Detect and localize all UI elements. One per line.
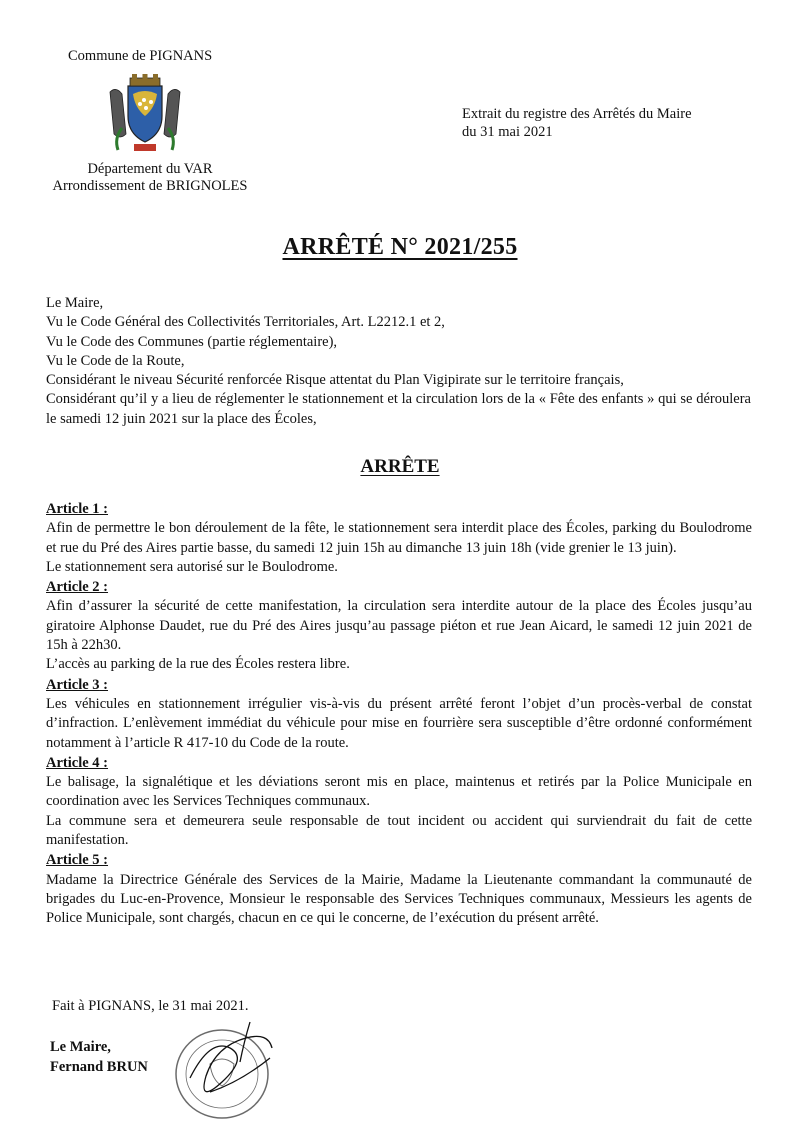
commune-name: Commune de PIGNANS	[68, 48, 213, 64]
signatory-name: Fernand BRUN	[50, 1059, 148, 1075]
preamble-line: Le Maire,	[46, 295, 104, 311]
arrondissement-name: Arrondissement de BRIGNOLES	[52, 178, 248, 194]
signatory-role: Le Maire,	[50, 1039, 111, 1055]
article-paragraph: Le balisage, la signalétique et les déviations seront mis en place, maintenus et retirés par la Police Municipale en coordination avec les Services Techniques communaux.	[46, 774, 752, 810]
official-stamp	[176, 1030, 268, 1118]
commune-crest-logo	[100, 72, 190, 158]
article-paragraph: Les véhicules en stationnement irrégulier vis-à-vis du présent arrêté feront l’objet d’un procès-verbal de constat d’infraction. L’enlèvement immédiat du véhicule pour mise en fourrière sera susceptible d’être ordonné conformément notamment à l’article R 417-10 du Code de la route.	[46, 695, 752, 751]
department-block	[50, 161, 250, 195]
preamble-line: Considérant qu’il y a lieu de réglementer le stationnement et la circulation lors de la « Fête des enfants » qui se déroulera le samedi 12 juin 2021 sur la place des Écoles,	[46, 391, 751, 427]
preamble-line: Considérant le niveau Sécurité renforcée Risque attentat du Plan Vigipirate sur le territoire français,	[46, 372, 624, 389]
article-heading: Article 4 :	[46, 754, 109, 771]
article-paragraph: Madame la Directrice Générale des Services de la Mairie, Madame la Lieutenante commandant la communauté de brigades du Luc-en-Provence, Monsieur le responsable des Services Techniques communaux, Messieurs les agents de Police Municipale, sont chargés, chacun en ce qui le concerne, de l’exécution du présent arrêté.	[46, 871, 752, 927]
article-3	[46, 676, 752, 753]
preamble-line: Vu le Code Général des Collectivités Territoriales, Art. L2212.1 et 2,	[46, 314, 445, 331]
mairie-stamp-and-signature	[150, 1012, 290, 1131]
article-paragraph: Le stationnement sera autorisé sur le Boulodrome.	[46, 558, 338, 575]
decree-heading: ARRÊTE	[360, 456, 440, 477]
article-paragraph: Afin d’assurer la sécurité de cette manifestation, la circulation sera interdite autour de la place des Écoles jusqu’au giratoire Alphonse Daudet, rue du Pré des Aires jusqu’au passage piéton et rue Jean Aicard, le samedi 12 juin 2021 de 15h à 22h30.	[46, 598, 752, 654]
document-title: ARRÊTÉ N° 2021/255	[282, 234, 518, 260]
article-paragraph: Afin de permettre le bon déroulement de la fête, le stationnement sera interdit place des Écoles, parking du Boulodrome et rue du Pré des Aires partie basse, du samedi 12 juin 15h au dimanche 13 juin 18h (vide grenier le 13 juin).	[46, 520, 752, 556]
article-4	[46, 754, 752, 850]
article-2	[46, 578, 752, 674]
article-heading: Article 5 :	[46, 852, 109, 869]
crest-banner	[134, 144, 156, 151]
registry-extract-line1: Extrait du registre des Arrêtés du Maire	[462, 106, 692, 122]
article-heading: Article 3 :	[46, 676, 109, 693]
crest-shield	[128, 86, 162, 142]
handwritten-signature	[190, 1022, 272, 1092]
articles-section	[46, 500, 752, 930]
article-paragraph: L’accès au parking de la rue des Écoles restera libre.	[46, 656, 350, 673]
article-paragraph: La commune sera et demeurera seule responsable de tout incident ou accident qui surviendrait du fait de cette manifestation.	[46, 812, 752, 849]
department-name: Département du VAR	[87, 161, 213, 177]
article-1	[46, 500, 752, 577]
registry-extract	[462, 105, 692, 141]
closing-line: Fait à PIGNANS, le 31 mai 2021.	[52, 998, 249, 1014]
preamble-line: Vu le Code des Communes (partie réglementaire),	[46, 333, 338, 350]
preamble-line: Vu le Code de la Route,	[46, 352, 185, 369]
signatory-block	[50, 1037, 148, 1077]
article-5	[46, 851, 752, 928]
crest-crown	[130, 74, 160, 86]
article-heading: Article 1 :	[46, 501, 109, 517]
article-heading: Article 2 :	[46, 579, 109, 596]
preamble	[46, 294, 751, 429]
registry-extract-date: du 31 mai 2021	[462, 124, 553, 140]
